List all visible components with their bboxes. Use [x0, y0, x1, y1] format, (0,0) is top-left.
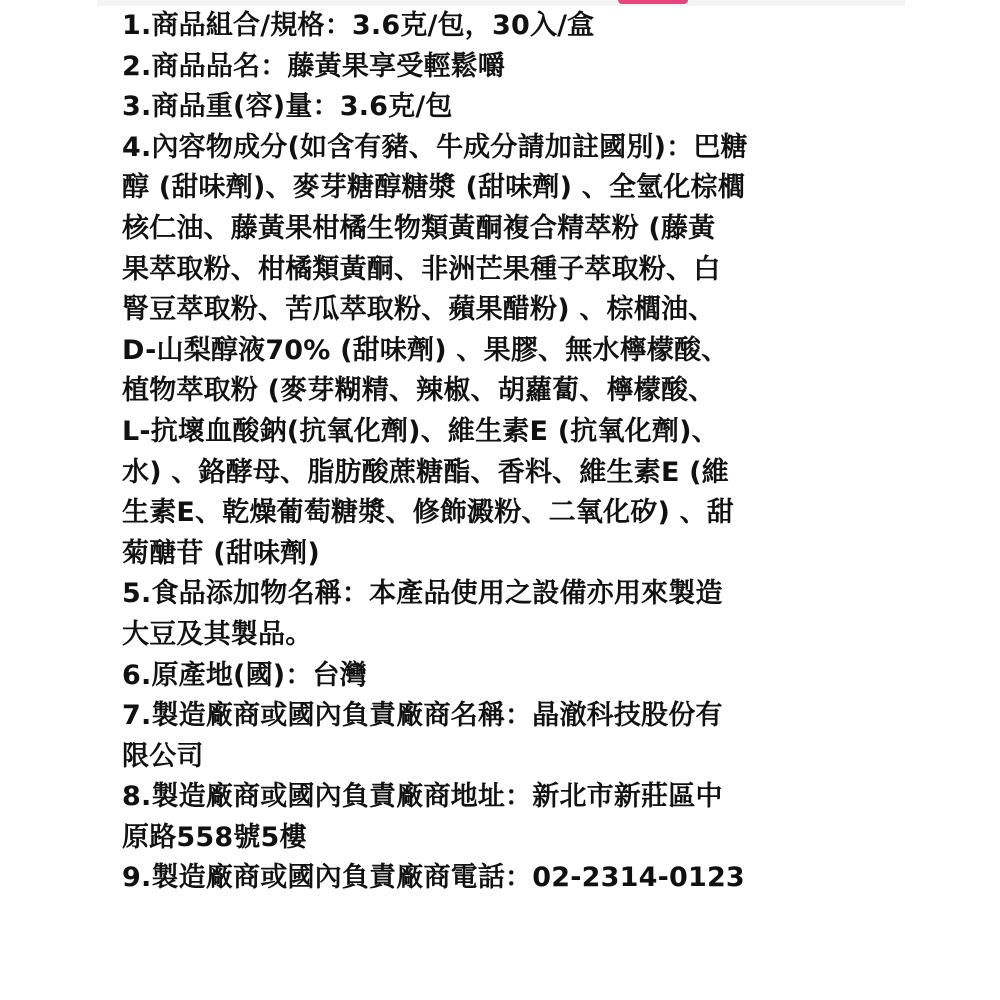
info-line: 腎豆萃取粉、苦瓜萃取粉、蘋果醋粉) 、棕櫚油、 [122, 294, 716, 326]
info-line: 植物萃取粉 (麥芽糊精、辣椒、胡蘿蔔、檸檬酸、 [122, 375, 716, 407]
info-line: 限公司 [122, 740, 204, 772]
info-line: 核仁油、藤黃果柑橘生物類黃酮複合精萃粉 (藤黃 [122, 212, 716, 244]
info-line: 原路558號5樓 [122, 821, 307, 853]
info-line: L-抗壞血酸鈉(抗氧化劑)、維生素E (抗氧化劑)、 [122, 415, 719, 447]
info-line: D-山梨醇液70% (甜味劑) 、果膠、無水檸檬酸、 [122, 334, 729, 366]
info-line: 果萃取粉、柑橘類黃酮、非洲芒果種子萃取粉、白 [122, 253, 721, 285]
info-line: 水) 、鉻酵母、脂肪酸蔗糖酯、香料、維生素E (維 [122, 456, 729, 488]
info-line: 3.商品重(容)量：3.6克/包 [122, 91, 453, 123]
info-line: 大豆及其製品。 [122, 618, 313, 650]
info-line: 醇 (甜味劑)、麥芽糖醇糖漿 (甜味劑) 、全氫化棕櫚 [122, 172, 745, 204]
accent-tab [618, 0, 688, 4]
info-line: 9.製造廠商或國內負責廠商電話：02-2314-0123 [122, 862, 745, 894]
info-line: 6.原產地(國)：台灣 [122, 659, 367, 691]
info-line: 2.商品品名：藤黃果享受輕鬆嚼 [122, 50, 506, 82]
info-line: 生素E、乾燥葡萄糖漿、修飾澱粉、二氧化矽) 、甜 [122, 497, 734, 529]
info-line: 4.內容物成分(如含有豬、牛成分請加註國別)：巴糖 [122, 131, 748, 163]
info-line: 8.製造廠商或國內負責廠商地址：新北市新莊區中 [122, 781, 723, 813]
info-line: 1.商品組合/規格：3.6克/包，30入/盒 [122, 10, 595, 41]
info-line: 5.食品添加物名稱：本產品使用之設備亦用來製造 [122, 578, 723, 610]
product-info-list [122, 6, 892, 899]
info-line: 7.製造廠商或國內負責廠商名稱：晶澈科技股份有 [122, 700, 723, 732]
info-line: 菊醣苷 (甜味劑) [122, 537, 320, 569]
